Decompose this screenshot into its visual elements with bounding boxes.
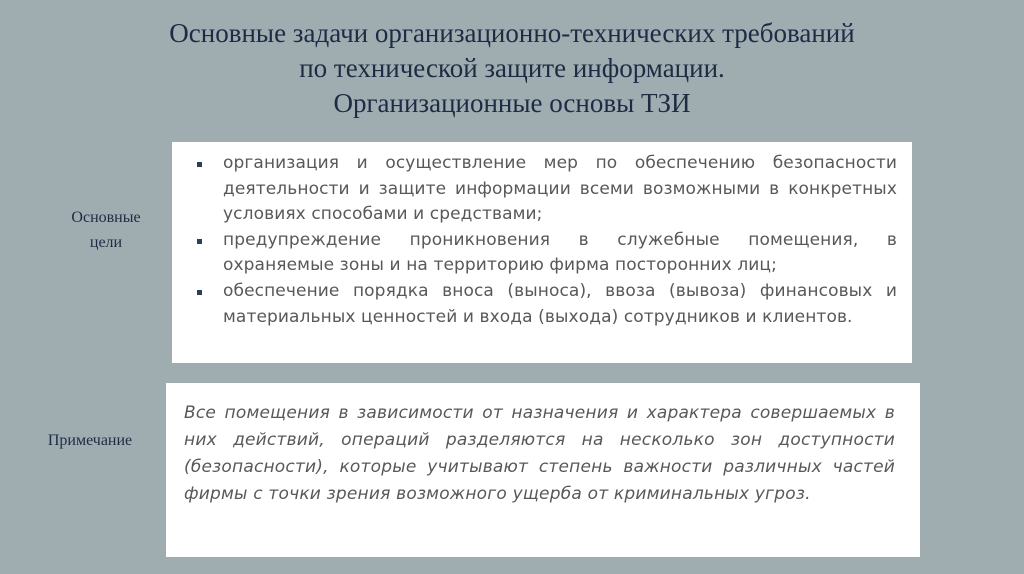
square-bullet-icon bbox=[197, 290, 202, 295]
goal-item-text: предупреждение проникновения в служебные помещения, в охраняемые зоны и на территорию фирма посторонних лиц; bbox=[223, 229, 897, 276]
goal-item-text: обеспечение порядка вноса (выноса), ввоза (вывоза) финансовых и материальных ценностей и входа (выхода) сотрудников и клиентов. bbox=[223, 280, 897, 327]
note-text: Все помещения в зависимости от назначения и характера совершаемых в них действий, операций разделяются на несколько зон доступности (безопасности), которые учитывают степень важности различных частей фирмы с точки зрения возможного ущерба от криминальных угроз. bbox=[184, 403, 895, 504]
goal-item bbox=[196, 151, 897, 228]
note-label: Примечание bbox=[47, 432, 133, 449]
note-card bbox=[166, 383, 920, 557]
slide-title-line-2: по технической защите информации. bbox=[299, 53, 725, 83]
goal-item bbox=[196, 228, 897, 279]
goals-label-line-2: цели bbox=[89, 234, 123, 251]
goals-card bbox=[172, 142, 912, 363]
square-bullet-icon bbox=[197, 239, 202, 244]
square-bullet-icon bbox=[197, 162, 202, 167]
goal-item-text: организация и осуществление мер по обеспечению безопасности деятельности и защите информации всеми возможными в конкретных условиях способами и средствами; bbox=[223, 153, 897, 225]
slide-title-line-3: Организационные основы ТЗИ bbox=[333, 88, 691, 118]
slide-title bbox=[60, 16, 964, 121]
goals-label bbox=[40, 205, 172, 255]
slide-title-line-1: Основные задачи организационно-технических требований bbox=[169, 18, 855, 48]
goals-label-line-1: Основные bbox=[71, 209, 141, 226]
goals-list bbox=[172, 142, 912, 330]
goal-item bbox=[196, 279, 897, 330]
